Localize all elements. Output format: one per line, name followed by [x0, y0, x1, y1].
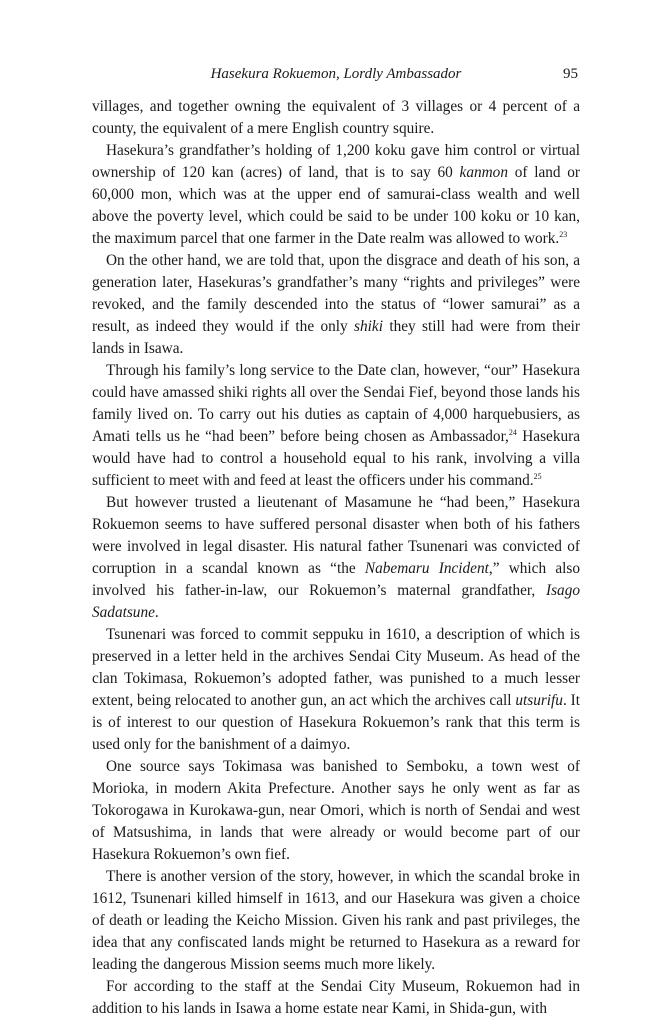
footnote-marker: 23 [559, 230, 568, 239]
text-run: they still had were from their lands in Isawa. [92, 318, 580, 357]
paragraph [92, 140, 580, 250]
text-run: Tsunenari was forced to commit seppuku in 1610, a description of which is preserved in a letter held in the archives Sendai City Museum. As head of the clan Tokimasa, Rokuemon’s adopted father, was punished to a much lesser extent, being relocated to another gun, an act which the archives call [92, 626, 580, 709]
text-run: One source says Tokimasa was banished to Semboku, a town west of Morioka, in modern Akita Prefecture. Another says he only went as far as Tokorogawa in Kurokawa-gun, near Omori, which is north of Sendai and west of Matsushima, in lands that were already or would become part of our Hasekura Rokuemon’s own fief. [92, 758, 580, 863]
text-run: Hasekura’s grandfather’s holding of 1,200 koku gave him control or virtual ownership of 120 kan (acres) of land, that is to say 60 [92, 142, 580, 181]
running-head: Hasekura Rokuemon, Lordly Ambassador [210, 66, 462, 82]
text-run: On the other hand, we are told that, upon the disgrace and death of his son, a generation later, Hasekuras’s grandfather’s many “rights and privileges” were revoked, and the family descended into the status of “lower samurai” as a result, as indeed they would if the only [92, 252, 580, 335]
paragraph [92, 96, 580, 140]
italic-term: kanmon [459, 164, 508, 181]
paragraph [92, 250, 580, 360]
paragraph [92, 976, 580, 1020]
text-run: . It is of interest to our question of Hasekura Rokuemon’s rank that this term is used only for the banishment of a daimyo. [92, 692, 580, 753]
page-number: 95 [563, 66, 578, 82]
body-text [92, 96, 580, 1020]
text-run: of land or 60,000 mon, which was at the upper end of samurai-class wealth and well above the poverty level, which could be said to be under 100 koku or 10 kan, the maximum parcel that one farmer in the Date realm was allowed to work. [92, 164, 581, 247]
text-run: . [154, 604, 159, 621]
paragraph [92, 360, 580, 492]
paragraph [92, 492, 580, 624]
text-run: villages, and together owning the equivalent of 3 villages or 4 percent of a county, the equivalent of a mere English country squire. [92, 98, 580, 137]
paragraph [92, 756, 580, 866]
page-header [92, 62, 580, 86]
italic-term: Isago Sadatsune [92, 582, 580, 621]
text-run: Through his family’s long service to the Date clan, however, “our” Hasekura could have amassed shiki rights all over the Sendai Fief, beyond those lands his family lived on. To carry out his duties as captain of 4,000 harquebusiers, as Amati tells us he “had been” before being chosen as Ambassador, [92, 362, 580, 445]
italic-term: shiki [354, 318, 383, 335]
text-run: ,” which also involved his father-in-law, our Rokuemon’s maternal grandfather, [92, 560, 581, 599]
book-page [92, 62, 580, 1020]
text-run: There is another version of the story, however, in which the scandal broke in 1612, Tsunenari killed himself in 1613, and our Hasekura was given a choice of death or leading the Keicho Mission. Given his rank and past privileges, the idea that any confiscated lands might be returned to Hasekura as a reward for leading the dangerous Mission seems much more likely. [92, 868, 580, 973]
paragraph [92, 866, 580, 976]
text-run: Hasekura would have had to control a household equal to his rank, involving a villa sufficient to meet with and feed at least the officers under his command. [92, 428, 580, 489]
italic-term: utsurifu [515, 692, 563, 709]
footnote-marker: 25 [533, 472, 542, 481]
footnote-marker: 24 [508, 428, 517, 437]
text-run: For according to the staff at the Sendai City Museum, Rokuemon had in addition to his lands in Isawa a home estate near Kami, in Shida-gun, with [92, 978, 580, 1017]
paragraph [92, 624, 580, 756]
italic-term: Nabemaru Incident [364, 560, 489, 577]
text-run: But however trusted a lieutenant of Masamune he “had been,” Hasekura Rokuemon seems to have suffered personal disaster when both of his fathers were involved in legal disaster. His natural father Tsunenari was convicted of corruption in a scandal known as “the [92, 494, 580, 577]
